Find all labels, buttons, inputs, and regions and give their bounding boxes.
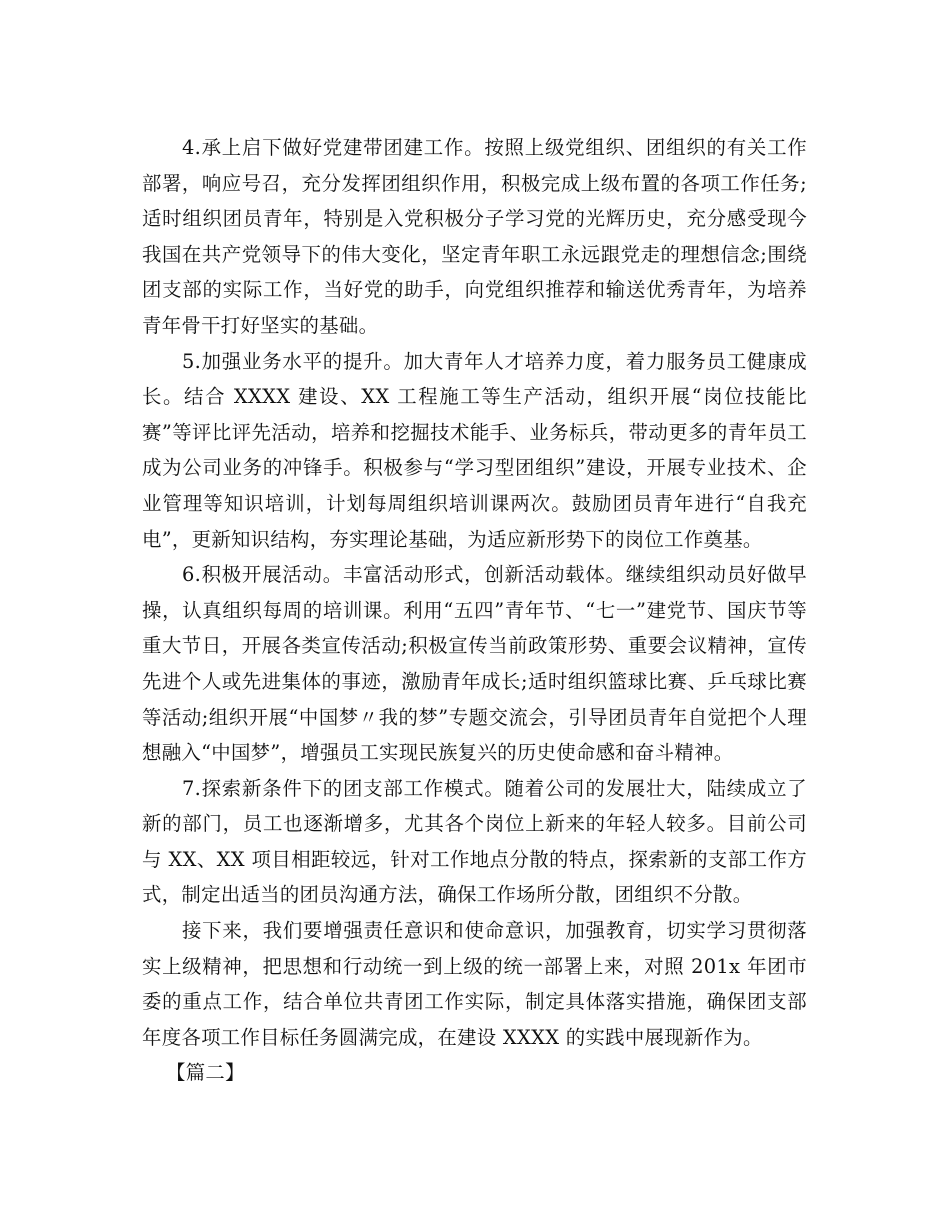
paragraph-conclusion: 接下来，我们要增强责任意识和使命意识，加强教育，切实学习贯彻落实上级精神，把思想和行动统一到上级的统一部署上来，对照 201x 年团市委的重点工作，结合单位共青团工作实际，制定具体落实措施，确保团支部年度各项工作目标任务圆满完成，在建设 XXXX 的实践中展现新作为。 <box>142 919 807 1049</box>
document-page <box>142 130 807 1091</box>
paragraph-6-activities: 6.积极开展活动。丰富活动形式，创新活动载体。继续组织动员好做早操，认真组织每周的培训课。利用“五四”青年节、“七一”建党节、国庆节等重大节日，开展各类宣传活动;积极宣传当前政策形势、重要会议精神，宣传先进个人或先进集体的事迹，激励青年成长;适时组织篮球比赛、乒乓球比赛等活动;组织开展“中国梦〃我的梦”专题交流会，引导团员青年自觉把个人理想融入“中国梦”，增强员工实现民族复兴的历史使命感和奋斗精神。 <box>142 563 807 765</box>
paragraph-4-party-building: 4.承上启下做好党建带团建工作。按照上级党组织、团组织的有关工作部署，响应号召，充分发挥团组织作用，积极完成上级布置的各项工作任务;适时组织团员青年，特别是入党积极分子学习党的光辉历史，充分感受现今我国在共产党领导下的伟大变化，坚定青年职工永远跟党走的理想信念;围绕团支部的实际工作，当好党的助手，向党组织推荐和输送优秀青年，为培养青年骨干打好坚实的基础。 <box>142 136 807 337</box>
section-heading: 【篇二】 <box>166 1061 245 1085</box>
paragraph-7-work-mode: 7.探索新条件下的团支部工作模式。随着公司的发展壮大，陆续成立了新的部门，员工也逐渐增多，尤其各个岗位上新来的年轻人较多。目前公司与 XX、XX 项目相距较远，针对工作地点分散的特点，探索新的支部工作方式，制定出适当的团员沟通方法，确保工作场所分散，团组织不分散。 <box>142 776 807 907</box>
paragraph-5-business-skills: 5.加强业务水平的提升。加大青年人才培养力度，着力服务员工健康成长。结合 XXXX 建设、XX 工程施工等生产活动，组织开展“岗位技能比赛”等评比评先活动，培养和挖掘技术能手、业务标兵，带动更多的青年员工成为公司业务的冲锋手。积极参与“学习型团组织”建设，开展专业技术、企业管理等知识培训，计划每周组织培训课两次。鼓励团员青年进行“自我充电”，更新知识结构，夯实理论基础，为适应新形势下的岗位工作奠基。 <box>142 349 807 551</box>
